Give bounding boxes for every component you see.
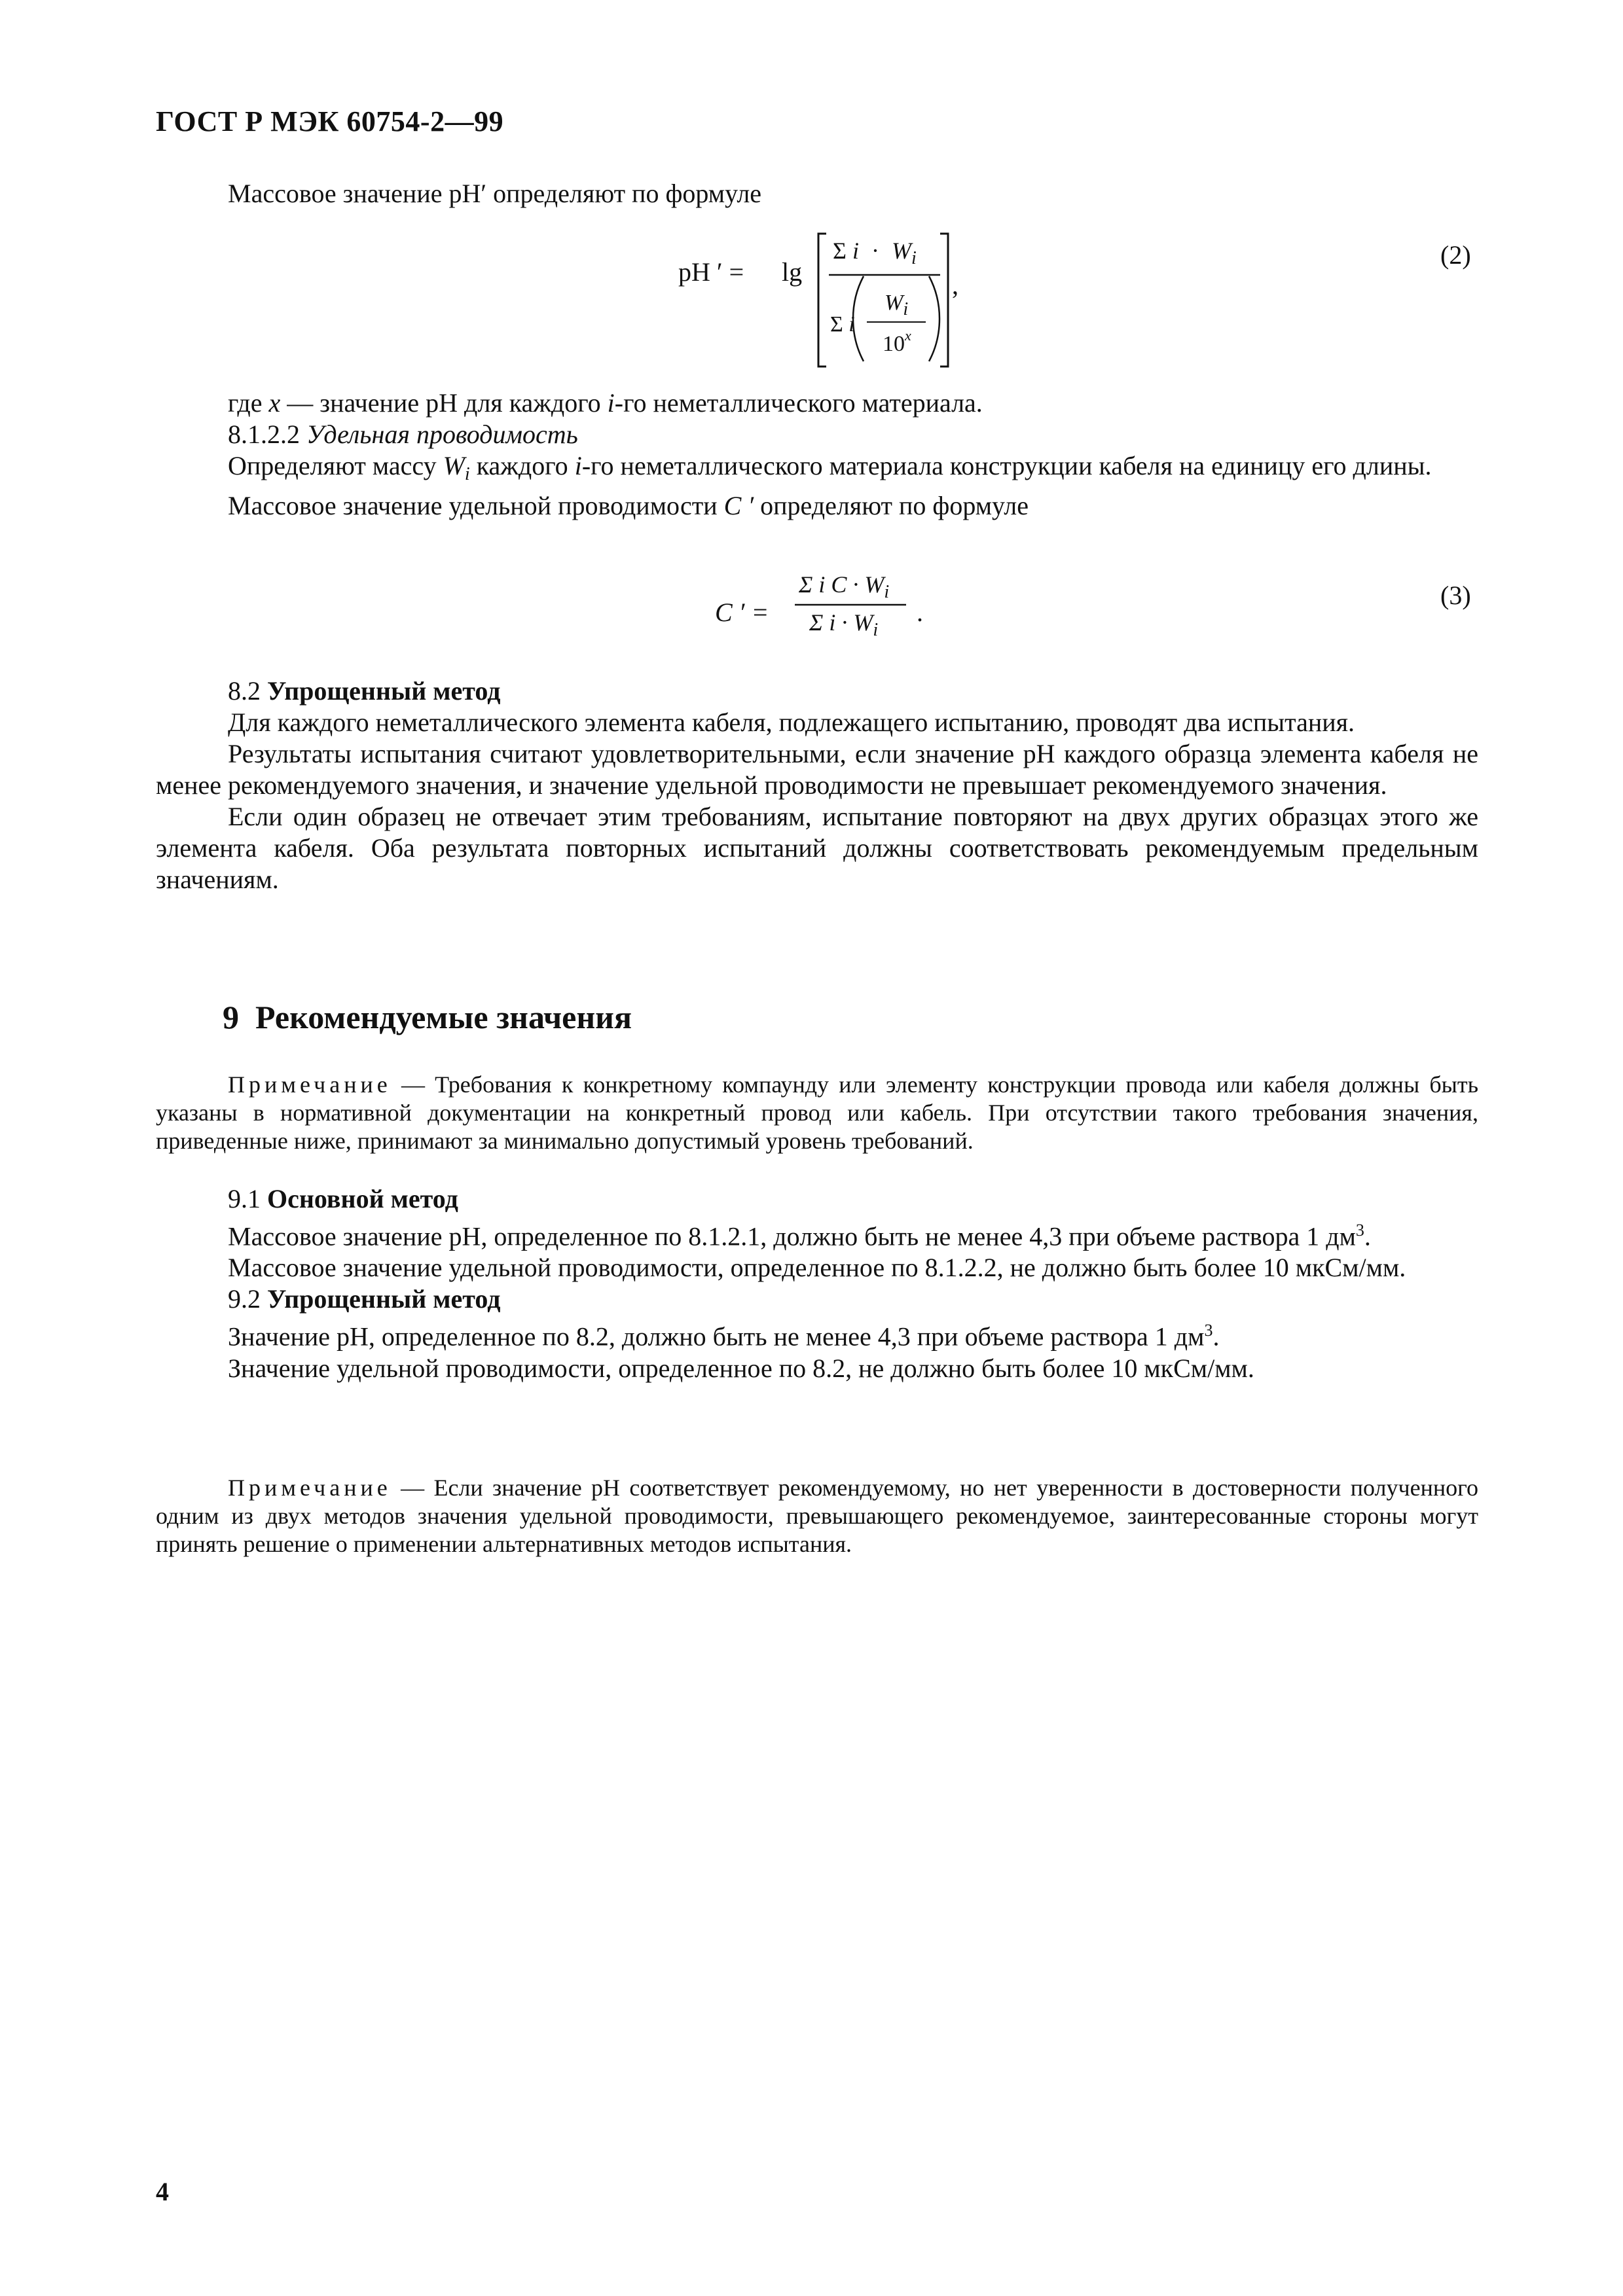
section-9-1-heading: 9.1 Основной метод (228, 1184, 458, 1213)
section-8-2 (156, 675, 1478, 895)
standard-header: ГОСТ Р МЭК 60754-2—99 (156, 105, 504, 137)
eq2-lg: lg (782, 257, 803, 287)
section-9-2-heading: 9.2 Упрощенный метод (228, 1284, 501, 1314)
paragraph-8-2-2: Результаты испытания считают удовлетворительными, если значение pH каждого образца элемента кабеля не менее рекомендуемого значения, и значение удельной проводимости не превышает рекомендуемого значения. (156, 739, 1478, 800)
eq3-number: (3) (1440, 581, 1471, 610)
section-9-1 (156, 1183, 1478, 1384)
mass-paragraph: Определяют массу $W_i$ каждого i-го неметаллического материала конструкции кабеля на единицу его длины. (228, 451, 1432, 484)
subsection-8-1-2-2: 8.1.2.2 Удельная проводимость (228, 420, 578, 449)
page-number: 4 (156, 2177, 169, 2206)
paragraph-8-2-3: Если один образец не отвечает этим требованиям, испытание повторяют на двух других образцах этого же элемента кабеля. Оба результата повторных испытаний должны соответствовать рекомендуемым предельным значениям. (156, 802, 1478, 894)
equation-2: pH ′ = lg Σ $i \cdot W_i$ Σ i $W_i$ 10$^x$ , (678, 230, 953, 371)
where-x-paragraph: где x — значение pH для каждого i-го неметаллического материала. 8.1.2.2 Удельная проводимость Определяют массу $W_i$ каждого i-го неметаллического материала конструкции кабеля на единицу его длины. Массовое значение удельной проводимости C ′ определяют по формуле (156, 387, 1478, 522)
paragraph-9-2-1: Значение pH, определенное по 8.2, должно быть не менее 4,3 при объеме раствора 1 $дм^3$. (228, 1321, 1220, 1352)
paragraph-9-2-2: Значение удельной проводимости, определенное по 8.2, не должно быть более 10 мкСм/мм. (228, 1353, 1254, 1383)
eq3-lhs: C ′ = (715, 598, 769, 627)
equation-3: C ′ = Σ i $C \cdot W_i$ Σ $i \cdot W_i$ . (715, 571, 923, 640)
note-2: Примечание — Если значение pH соответствует рекомендуемому, но нет уверенности в достоверности полученного одним из двух методов значения удельной проводимости, превышающего рекомендуемое, заинтересованные стороны могут принять решение о применении альтернативных методов испытания. (156, 1475, 1478, 1557)
section-9-heading: 9 Рекомендуемые значения (223, 999, 632, 1035)
note-1: Примечание — Требования к конкретному компаунду или элементу конструкции провода или кабеля должны быть указаны в нормативной документации на конкретный провод или кабель. При отсутствии такого требования значения, приведенные ниже, принимают за минимально допустимый уровень требований. (156, 1071, 1478, 1154)
eq2-lhs: pH ′ = (678, 257, 744, 287)
paragraph-8-2-1: Для каждого неметаллического элемента кабеля, подлежащего испытанию, проводят два испытания. (228, 708, 1355, 737)
formula2-intro: Массовое значение pH′ определяют по формуле (228, 179, 762, 208)
paragraph-9-1-2: Массовое значение удельной проводимости, определенное по 8.1.2.2, не должно быть более 10 мкСм/мм. (228, 1253, 1406, 1283)
section-8-2-heading: 8.2 Упрощенный метод (228, 676, 501, 706)
paragraph-9-1-1: Массовое значение pH, определенное по 8.1.2.1, должно быть не менее 4,3 при объеме раствора 1 $дм^3$. (228, 1221, 1371, 1251)
formula3-intro: Массовое значение удельной проводимости C ′ определяют по формуле (228, 491, 1029, 520)
eq2-number: (2) (1440, 240, 1471, 270)
